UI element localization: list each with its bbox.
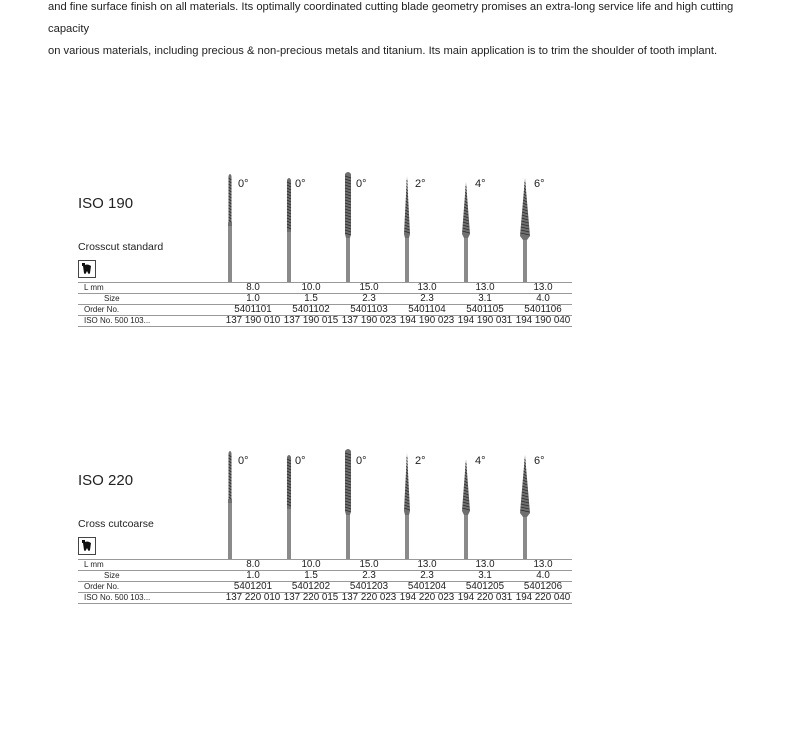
iso-row bbox=[78, 593, 572, 604]
order-number: 5401102 bbox=[282, 305, 340, 316]
intro-line: and fine surface finish on all materials. Its optimally coordinated cutting blade geometry promises an extra-long service life and high cutting capacity bbox=[48, 0, 768, 40]
size-row bbox=[78, 294, 572, 305]
section-subtitle: Crosscut standard bbox=[78, 241, 163, 253]
row-label: ISO No. 500 103... bbox=[78, 316, 224, 327]
size-value: 1.0 bbox=[224, 571, 282, 582]
length-value: 13.0 bbox=[514, 560, 572, 571]
size-value: 3.1 bbox=[456, 294, 514, 305]
order-number: 5401201 bbox=[224, 582, 282, 593]
size-value: 4.0 bbox=[514, 294, 572, 305]
taper-angle-label: 6° bbox=[534, 455, 545, 467]
order-number: 5401203 bbox=[340, 582, 398, 593]
order-number: 5401106 bbox=[514, 305, 572, 316]
order-number: 5401104 bbox=[398, 305, 456, 316]
size-value: 3.1 bbox=[456, 571, 514, 582]
tooth-symbol-icon bbox=[78, 537, 96, 555]
length-value: 15.0 bbox=[340, 560, 398, 571]
row-label: Size bbox=[78, 571, 224, 582]
size-value: 4.0 bbox=[514, 571, 572, 582]
length-value: 13.0 bbox=[514, 283, 572, 294]
tooth-symbol-icon bbox=[78, 260, 96, 278]
size-row bbox=[78, 571, 572, 582]
intro-paragraph bbox=[48, 0, 768, 62]
iso-190-section bbox=[0, 170, 800, 460]
length-value: 8.0 bbox=[224, 283, 282, 294]
iso-number: 194 190 031 bbox=[456, 316, 514, 327]
intro-line: on various materials, including precious & non-precious metals and titanium. Its main application is to trim the shoulder of tooth implant. bbox=[48, 40, 768, 62]
iso-number: 137 220 015 bbox=[282, 593, 340, 604]
order-number: 5401205 bbox=[456, 582, 514, 593]
row-label: L mm bbox=[78, 283, 224, 294]
iso-220-section bbox=[0, 447, 800, 737]
iso-number: 194 190 040 bbox=[514, 316, 572, 327]
taper-angle-label: 2° bbox=[415, 178, 426, 190]
order-number: 5401105 bbox=[456, 305, 514, 316]
iso-number: 137 190 023 bbox=[340, 316, 398, 327]
section-subtitle: Cross cutcoarse bbox=[78, 518, 154, 530]
length-value: 15.0 bbox=[340, 283, 398, 294]
length-value: 8.0 bbox=[224, 560, 282, 571]
size-value: 2.3 bbox=[398, 294, 456, 305]
length-row bbox=[78, 560, 572, 571]
spec-table bbox=[78, 559, 572, 604]
length-value: 13.0 bbox=[456, 560, 514, 571]
length-value: 10.0 bbox=[282, 283, 340, 294]
taper-angle-label: 0° bbox=[295, 455, 306, 467]
size-value: 2.3 bbox=[340, 294, 398, 305]
taper-angle-label: 0° bbox=[238, 455, 249, 467]
order-number: 5401101 bbox=[224, 305, 282, 316]
section-title: ISO 220 bbox=[78, 472, 133, 489]
size-value: 1.5 bbox=[282, 571, 340, 582]
order-number: 5401202 bbox=[282, 582, 340, 593]
size-value: 2.3 bbox=[398, 571, 456, 582]
iso-number: 137 190 015 bbox=[282, 316, 340, 327]
row-label: Size bbox=[78, 294, 224, 305]
iso-number: 137 220 010 bbox=[224, 593, 282, 604]
size-value: 1.5 bbox=[282, 294, 340, 305]
iso-number: 194 220 031 bbox=[456, 593, 514, 604]
length-row bbox=[78, 283, 572, 294]
iso-number: 194 220 023 bbox=[398, 593, 456, 604]
order-row bbox=[78, 305, 572, 316]
iso-number: 137 220 023 bbox=[340, 593, 398, 604]
iso-number: 194 220 040 bbox=[514, 593, 572, 604]
row-label: Order No. bbox=[78, 305, 224, 316]
taper-angle-label: 2° bbox=[415, 455, 426, 467]
order-number: 5401103 bbox=[340, 305, 398, 316]
row-label: Order No. bbox=[78, 582, 224, 593]
spec-table bbox=[78, 282, 572, 327]
length-value: 13.0 bbox=[456, 283, 514, 294]
length-value: 13.0 bbox=[398, 283, 456, 294]
length-value: 10.0 bbox=[282, 560, 340, 571]
row-label: L mm bbox=[78, 560, 224, 571]
order-number: 5401206 bbox=[514, 582, 572, 593]
taper-angle-label: 4° bbox=[475, 455, 486, 467]
taper-angle-label: 0° bbox=[238, 178, 249, 190]
length-value: 13.0 bbox=[398, 560, 456, 571]
row-label: ISO No. 500 103... bbox=[78, 593, 224, 604]
order-row bbox=[78, 582, 572, 593]
taper-angle-label: 0° bbox=[295, 178, 306, 190]
section-title: ISO 190 bbox=[78, 195, 133, 212]
taper-angle-label: 0° bbox=[356, 455, 367, 467]
iso-row bbox=[78, 316, 572, 327]
size-value: 1.0 bbox=[224, 294, 282, 305]
taper-angle-label: 4° bbox=[475, 178, 486, 190]
iso-number: 137 190 010 bbox=[224, 316, 282, 327]
order-number: 5401204 bbox=[398, 582, 456, 593]
taper-angle-label: 0° bbox=[356, 178, 367, 190]
iso-number: 194 190 023 bbox=[398, 316, 456, 327]
size-value: 2.3 bbox=[340, 571, 398, 582]
taper-angle-label: 6° bbox=[534, 178, 545, 190]
